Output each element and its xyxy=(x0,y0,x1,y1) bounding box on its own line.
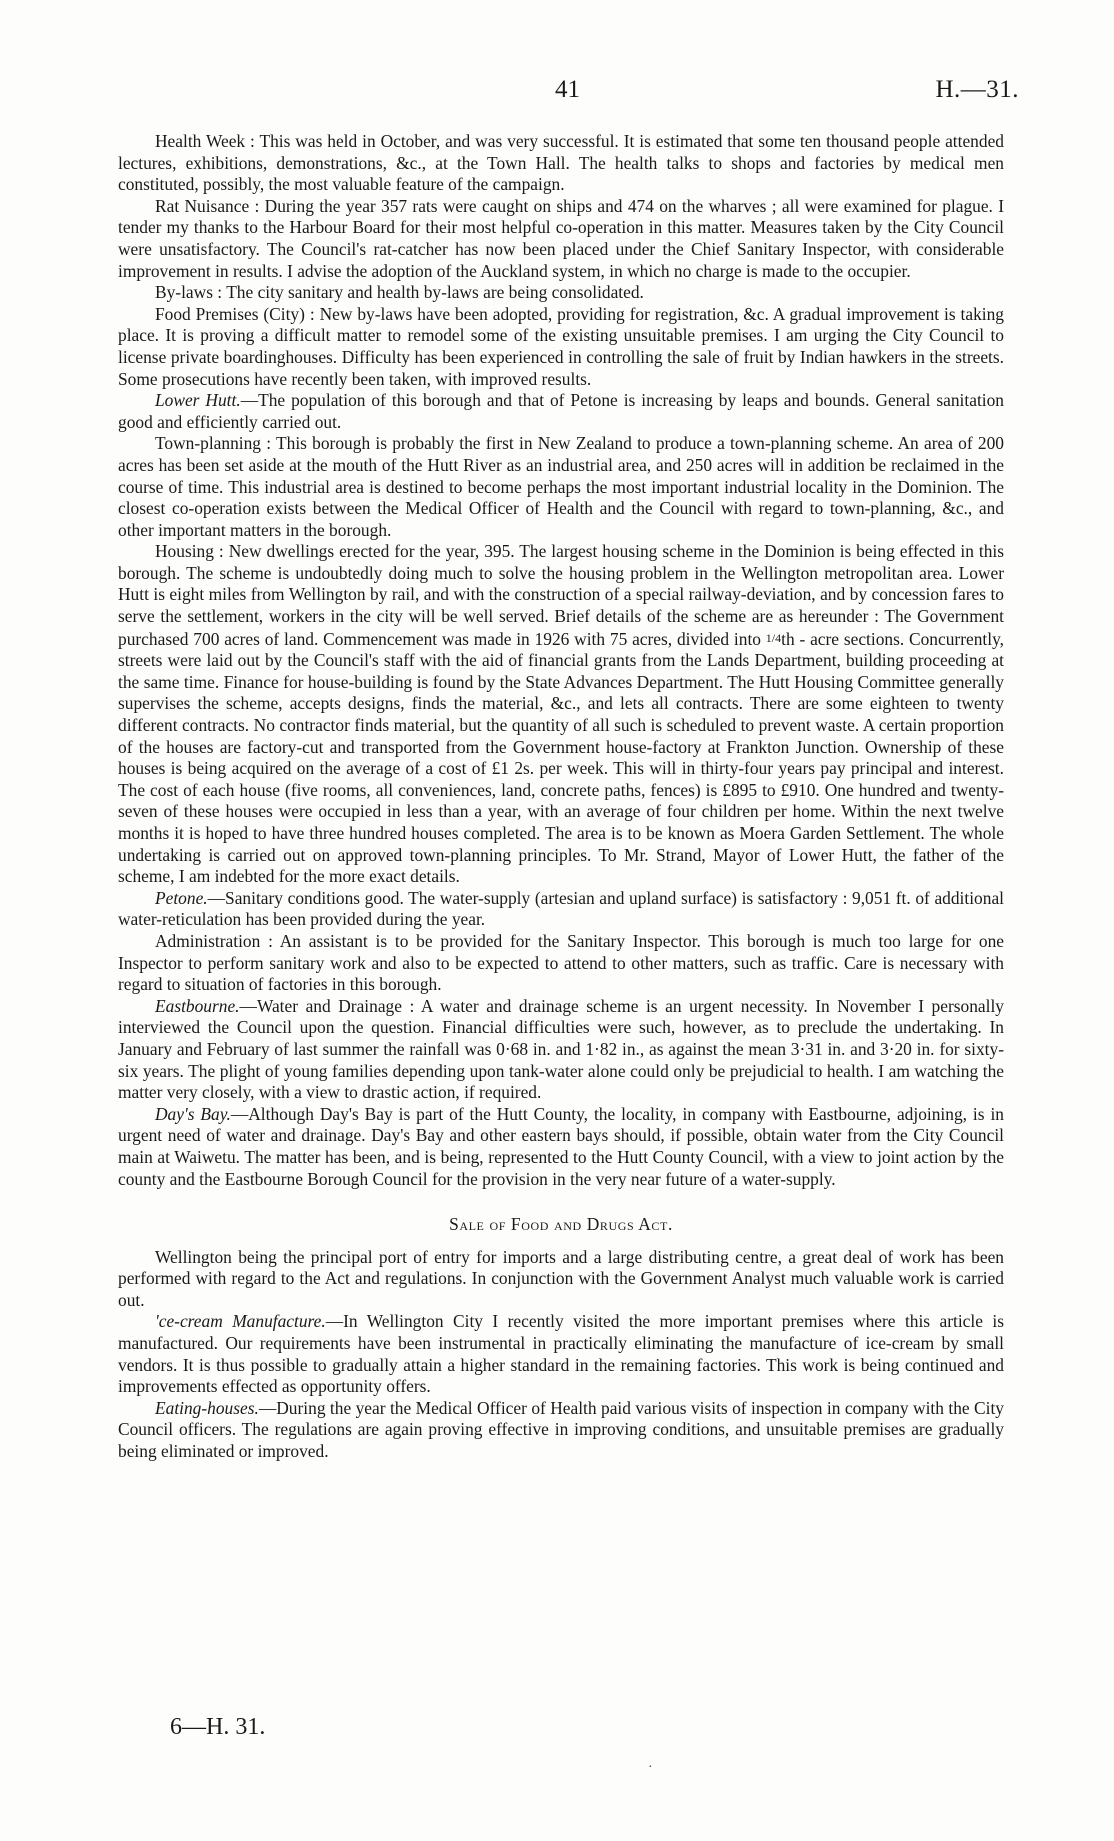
paragraph-label: By-laws : xyxy=(155,282,227,303)
paragraph-label: Town-planning : xyxy=(155,433,277,454)
paragraph-text: New by-laws have been adopted, providing for registration, &c. A gradual improvement is taking place. It is proving a difficult matter to remodel some of the existing unsuitable premises. I am urging the City Council to license private boardinghouses. Difficulty has been experienced in controlling the sale of fruit by Indian hawkers in the streets. Some prosecutions have recently been taken, with improved results. xyxy=(118,303,1004,389)
paragraph-text-continued: th - acre sections. Concurrently, streets were laid out by the Council's staff with the aid of financial grants from the Lands Department, building proceeding at the same time. Finance for house-building is found by the State Advances Department. The Hutt Housing Committee generally supervises the scheme, accepts designs, finds the material, &c., and lets all contracts. There are some eighteen to twenty different contracts. No contractor finds material, but the quantity of all such is scheduled to prevent waste. A certain proportion of the houses are factory-cut and transported from the Government house-factory at Frankton Junction. Ownership of these houses is being acquired on the average of a cost of £1 2s. per week. This will in thirty-four years pay principal and interest. The cost of each house (five rooms, all conveniences, land, concrete paths, fences) is £895 to £910. One hundred and twenty-seven of these houses were occupied in less than a year, with an average of four children per home. Within the next twelve months it is hoped to have three hundred houses completed. The area is to be known as Moera Garden Settlement. The whole undertaking is carried out on approved town-planning principles. To Mr. Strand, Mayor of Lower Hutt, the father of the scheme, I am indebted for the more exact details. xyxy=(118,628,1004,887)
paragraph-town-planning xyxy=(118,433,1004,541)
report-body xyxy=(118,131,1004,1463)
paragraph-text: —Sanitary conditions good. The water-supply (artesian and upland surface) is satisfactory : 9,051 ft. of additional water-reticulation has been provided during the year. xyxy=(118,887,1004,930)
paragraph-food-premises xyxy=(118,304,1004,390)
signature-reference: 6—H. 31. xyxy=(170,1714,266,1740)
document-reference: H.—31. xyxy=(935,76,1019,103)
paragraph-administration xyxy=(118,931,1004,996)
paragraph-days-bay xyxy=(118,1104,1004,1190)
paragraph-housing xyxy=(118,541,1004,888)
paragraph-text: —Although Day's Bay is part of the Hutt County, the locality, in company with Eastbourne, adjoining, is in urgent need of water and drainage. Day's Bay and other eastern bays should, if possible, obtain water from the City Council main at Waiwetu. The matter has been, and is being, represented to the Hutt County Council, with a view to joint action by the county and the Eastbourne Borough Council for the provision in the very near future of a water-supply. xyxy=(118,1103,1004,1189)
paragraph-text: —Water and Drainage : A water and drainage scheme is an urgent necessity. In November I personally interviewed the Council upon the question. Financial difficulties were such, however, as to preclude the undertaking. In January and February of last summer the rainfall was 0·68 in. and 1·82 in., as against the mean 3·31 in. and 3·20 in. for sixty-six years. The plight of young families depending upon tank-water alone could only be prejudicial to health. I am watching the matter very closely, with a view to drastic action, if required. xyxy=(118,995,1004,1103)
paragraph-label: Health Week : xyxy=(155,131,260,151)
paragraph-eastbourne xyxy=(118,996,1004,1104)
paragraph-text: —The population of this borough and that of Petone is increasing by leaps and bounds. General sanitation good and efficiently carried out. xyxy=(118,390,1004,432)
paragraph-text: —In Wellington City I recently visited the more important premises where this article is manufactured. Our requirements have been instrumental in practically eliminating the manufacture of ice-cream by small vendors. It is thus possible to gradually attain a higher standard in the remaining factories. This work is being continued and improvements effected as opportunity offers. xyxy=(118,1311,1004,1397)
paragraph-label: Administration : xyxy=(155,930,280,951)
section-heading: Sale of Food and Drugs Act. xyxy=(449,1214,673,1235)
paragraph-label: Lower Hutt. xyxy=(155,390,241,411)
paragraph-text: The city sanitary and health by-laws are being consolidated. xyxy=(226,282,644,303)
paragraph-text: New dwellings erected for the year, 395. The largest housing scheme in the Dominion is being effected in this borough. The scheme is undoubtedly doing much to solve the housing problem in the Wellington metropolitan area. Lower Hutt is eight miles from Wellington by rail, and with the construction of a special railway-deviation, and by concession fares to serve the settlement, workers in the city will be well served. Brief details of the scheme are as hereunder : The Government purchased 700 acres of land. Commencement was made in 1926 with 75 acres, divided into xyxy=(118,541,1005,649)
paragraph-label: Eating-houses. xyxy=(155,1397,259,1418)
paragraph-label: Day's Bay. xyxy=(155,1103,231,1124)
paragraph-rat-nuisance xyxy=(118,196,1004,282)
page-number: 41 xyxy=(555,76,580,103)
paragraph-label: Petone. xyxy=(155,887,208,908)
paragraph-by-laws xyxy=(118,282,1004,304)
paragraph-ice-cream xyxy=(118,1311,1004,1397)
paragraph-text: —During the year the Medical Officer of Health paid various visits of inspection in company with the City Council officers. The regulations are again proving effective in improving conditions, and unsuitable premises are gradually being eliminated or improved. xyxy=(118,1397,1004,1462)
paragraph-text: This borough is probably the first in New Zealand to produce a town-planning scheme. An area of 200 acres has been set aside at the mouth of the Hutt River as an industrial area, and 250 acres will in addition be reclaimed in the course of time. This industrial area is destined to become perhaps the most important industrial locality in the Dominion. The closest co-operation exists between the Medical Officer of Health and the Council with regard to town-planning, &c., and other important matters in the borough. xyxy=(118,433,1004,540)
paragraph-text: This was held in October, and was very successful. It is estimated that some ten thousand people attended lectures, exhibitions, demonstrations, &c., at the Town Hall. The health talks to shops and factories by medical men constituted, possibly, the most valuable feature of the campaign. xyxy=(118,131,1004,195)
paragraph-eating-houses xyxy=(118,1398,1004,1463)
paragraph-text: Wellington being the principal port of entry for imports and a large distributing centre, a great deal of work has been performed with regard to the Act and regulations. In conjunction with the Government Analyst much valuable work is carried out. xyxy=(118,1246,1004,1310)
paragraph-text: During the year 357 rats were caught on ships and 474 on the wharves ; all were examined for plague. I tender my thanks to the Harbour Board for their most helpful co-operation in this matter. Measures taken by the City Council were unsatisfactory. The Council's rat-catcher has now been placed under the Chief Sanitary Inspector, with considerable improvement in results. I advise the adoption of the Auckland system, in which no charge is made to the occupier. xyxy=(118,195,1005,281)
paragraph-wellington-port xyxy=(118,1247,1004,1312)
paragraph-label: Rat Nuisance : xyxy=(155,195,265,216)
paragraph-label: Eastbourne. xyxy=(155,995,240,1016)
paragraph-label: Housing : xyxy=(155,541,229,562)
paragraph-label: Food Premises (City) : xyxy=(155,303,320,324)
paragraph-text: An assistant is to be provided for the Sanitary Inspector. This borough is much too large for one Inspector to perform sanitary work and also to be expected to attend to other matters, such as traffic. Care is necessary with regard to situation of factories in this borough. xyxy=(118,930,1004,995)
paragraph-health-week xyxy=(118,131,1004,196)
paragraph-petone xyxy=(118,888,1004,931)
stray-mark: · xyxy=(648,1760,653,1775)
paragraph-label: 'ce-cream Manufacture. xyxy=(155,1311,326,1332)
paragraph-lower-hutt xyxy=(118,390,1004,433)
fraction-quarter: 1/4 xyxy=(765,630,782,645)
